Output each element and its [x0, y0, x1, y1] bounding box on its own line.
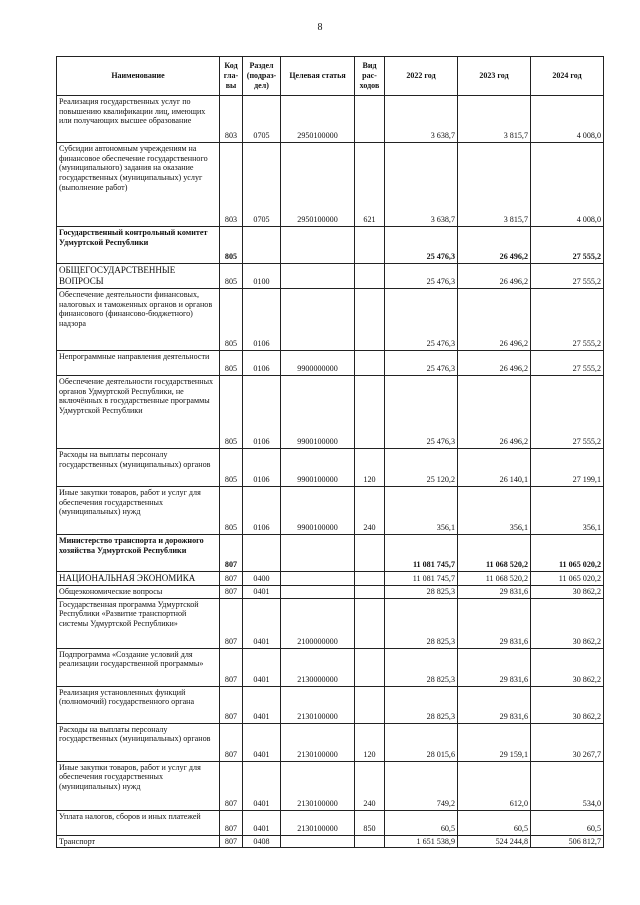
header-row	[57, 57, 604, 96]
cell-2024: 30 862,2	[531, 598, 604, 648]
cell-2024: 27 555,2	[531, 376, 604, 449]
cell-section	[243, 535, 281, 572]
header-code: Код гла-вы	[220, 57, 243, 96]
cell-code: 807	[220, 686, 243, 723]
header-kind: Вид рас-ходов	[355, 57, 385, 96]
cell-section: 0106	[243, 351, 281, 376]
cell-name: Государственная программа Удмуртской Республики «Развитие транспортной системы Удмуртской Республики»	[57, 598, 220, 648]
cell-name: Реализация государственных услуг по повышению квалификации лиц, имеющих или получающих высшее образование	[57, 96, 220, 143]
cell-2023: 26 496,2	[458, 289, 531, 351]
cell-name: Расходы на выплаты персоналу государственных (муниципальных) органов	[57, 723, 220, 761]
cell-target	[281, 835, 355, 848]
cell-section: 0705	[243, 143, 281, 227]
table-row	[57, 648, 604, 686]
header-section: Раздел (подраз-дел)	[243, 57, 281, 96]
cell-2022: 3 638,7	[385, 96, 458, 143]
table-row	[57, 585, 604, 598]
cell-code: 807	[220, 810, 243, 835]
cell-2022: 25 476,3	[385, 351, 458, 376]
cell-code: 807	[220, 598, 243, 648]
cell-target	[281, 264, 355, 289]
cell-name: Уплата налогов, сборов и иных платежей	[57, 810, 220, 835]
cell-kind	[355, 351, 385, 376]
cell-kind	[355, 289, 385, 351]
cell-code: 807	[220, 585, 243, 598]
cell-target	[281, 535, 355, 572]
table-row	[57, 686, 604, 723]
table-row	[57, 572, 604, 586]
cell-2022: 25 476,3	[385, 227, 458, 264]
cell-code: 807	[220, 835, 243, 848]
cell-kind	[355, 686, 385, 723]
cell-name: Государственный контрольный комитет Удмуртской Республики	[57, 227, 220, 264]
cell-code: 805	[220, 264, 243, 289]
cell-2024: 27 555,2	[531, 264, 604, 289]
cell-target: 9900100000	[281, 487, 355, 535]
cell-kind: 120	[355, 449, 385, 487]
cell-2023: 11 068 520,2	[458, 535, 531, 572]
cell-name: Субсидии автономным учреждениям на финансовое обеспечение государственного (муниципального) задания на оказание государственных (муниципальных) услуг (выполнение работ)	[57, 143, 220, 227]
page-number: 8	[317, 22, 323, 33]
cell-code: 805	[220, 351, 243, 376]
budget-table	[56, 56, 604, 848]
cell-code: 807	[220, 723, 243, 761]
table-row	[57, 96, 604, 143]
cell-kind: 240	[355, 761, 385, 810]
cell-2022: 28 825,3	[385, 648, 458, 686]
cell-2022: 28 825,3	[385, 598, 458, 648]
cell-2022: 25 476,3	[385, 376, 458, 449]
cell-section: 0106	[243, 449, 281, 487]
cell-target: 9900000000	[281, 351, 355, 376]
table-row	[57, 487, 604, 535]
cell-section: 0400	[243, 572, 281, 586]
cell-section: 0408	[243, 835, 281, 848]
cell-code: 805	[220, 487, 243, 535]
cell-name: Министерство транспорта и дорожного хозяйства Удмуртской Республики	[57, 535, 220, 572]
cell-target: 2130100000	[281, 686, 355, 723]
cell-target: 2950100000	[281, 143, 355, 227]
cell-2023: 29 831,6	[458, 648, 531, 686]
cell-code: 803	[220, 96, 243, 143]
cell-2023: 29 831,6	[458, 686, 531, 723]
cell-2024: 356,1	[531, 487, 604, 535]
cell-code: 807	[220, 648, 243, 686]
cell-2022: 11 081 745,7	[385, 572, 458, 586]
cell-code: 803	[220, 143, 243, 227]
cell-2024: 4 008,0	[531, 96, 604, 143]
cell-2023: 26 140,1	[458, 449, 531, 487]
header-name: Наименование	[57, 57, 220, 96]
table-row	[57, 835, 604, 848]
cell-2024: 30 862,2	[531, 686, 604, 723]
cell-name: Иные закупки товаров, работ и услуг для обеспечения государственных (муниципальных) нужд	[57, 761, 220, 810]
cell-section: 0106	[243, 376, 281, 449]
cell-kind: 621	[355, 143, 385, 227]
cell-target: 2130100000	[281, 810, 355, 835]
cell-2024: 30 862,2	[531, 585, 604, 598]
cell-2024: 60,5	[531, 810, 604, 835]
cell-target	[281, 585, 355, 598]
cell-2022: 28 825,3	[385, 686, 458, 723]
cell-section: 0401	[243, 598, 281, 648]
cell-section: 0401	[243, 723, 281, 761]
cell-name: Обеспечение деятельности государственных органов Удмуртской Республики, не включённых в государственные программы Удмуртской Республики	[57, 376, 220, 449]
cell-kind: 240	[355, 487, 385, 535]
cell-section: 0401	[243, 585, 281, 598]
cell-section: 0401	[243, 761, 281, 810]
cell-2023: 26 496,2	[458, 264, 531, 289]
cell-2024: 30 862,2	[531, 648, 604, 686]
cell-target	[281, 289, 355, 351]
cell-kind: 120	[355, 723, 385, 761]
cell-kind	[355, 227, 385, 264]
cell-code: 805	[220, 376, 243, 449]
cell-section: 0100	[243, 264, 281, 289]
table-row	[57, 289, 604, 351]
cell-2022: 356,1	[385, 487, 458, 535]
table-body	[57, 96, 604, 848]
cell-2023: 356,1	[458, 487, 531, 535]
cell-2024: 27 555,2	[531, 289, 604, 351]
table-row	[57, 535, 604, 572]
cell-target: 2130100000	[281, 723, 355, 761]
table-row	[57, 761, 604, 810]
table-row	[57, 376, 604, 449]
cell-kind	[355, 96, 385, 143]
cell-2023: 26 496,2	[458, 376, 531, 449]
cell-section: 0106	[243, 289, 281, 351]
cell-name: Транспорт	[57, 835, 220, 848]
cell-2023: 29 159,1	[458, 723, 531, 761]
cell-2023: 29 831,6	[458, 585, 531, 598]
cell-name: НАЦИОНАЛЬНАЯ ЭКОНОМИКА	[57, 572, 220, 586]
header-2022: 2022 год	[385, 57, 458, 96]
cell-name: Общеэкономические вопросы	[57, 585, 220, 598]
cell-target: 9900100000	[281, 376, 355, 449]
cell-kind	[355, 376, 385, 449]
cell-code: 807	[220, 572, 243, 586]
cell-2023: 29 831,6	[458, 598, 531, 648]
cell-name: Подпрограмма «Создание условий для реализации государственной программы»	[57, 648, 220, 686]
cell-kind	[355, 648, 385, 686]
table-row	[57, 449, 604, 487]
cell-kind	[355, 585, 385, 598]
cell-target: 2950100000	[281, 96, 355, 143]
cell-section: 0401	[243, 648, 281, 686]
cell-target: 2130000000	[281, 648, 355, 686]
header-2023: 2023 год	[458, 57, 531, 96]
cell-code: 805	[220, 289, 243, 351]
cell-kind: 850	[355, 810, 385, 835]
cell-2023: 11 068 520,2	[458, 572, 531, 586]
table-row	[57, 351, 604, 376]
cell-name: Обеспечение деятельности финансовых, налоговых и таможенных органов и органов финансового (финансово-бюджетного) надзора	[57, 289, 220, 351]
header-2024: 2024 год	[531, 57, 604, 96]
cell-2022: 3 638,7	[385, 143, 458, 227]
cell-section: 0705	[243, 96, 281, 143]
cell-2022: 1 651 538,9	[385, 835, 458, 848]
cell-2022: 28 825,3	[385, 585, 458, 598]
table-row	[57, 810, 604, 835]
cell-2023: 612,0	[458, 761, 531, 810]
cell-2023: 26 496,2	[458, 227, 531, 264]
cell-code: 805	[220, 227, 243, 264]
cell-2024: 506 812,7	[531, 835, 604, 848]
header-target: Целевая статья	[281, 57, 355, 96]
table-row	[57, 598, 604, 648]
cell-name: Реализация установленных функций (полномочий) государственного органа	[57, 686, 220, 723]
cell-2024: 27 555,2	[531, 351, 604, 376]
cell-2022: 25 476,3	[385, 264, 458, 289]
cell-2022: 28 015,6	[385, 723, 458, 761]
cell-code: 807	[220, 761, 243, 810]
cell-2024: 30 267,7	[531, 723, 604, 761]
cell-section	[243, 227, 281, 264]
cell-kind	[355, 535, 385, 572]
cell-2024: 4 008,0	[531, 143, 604, 227]
cell-section: 0401	[243, 686, 281, 723]
cell-2023: 3 815,7	[458, 96, 531, 143]
cell-2022: 60,5	[385, 810, 458, 835]
cell-section: 0106	[243, 487, 281, 535]
cell-target	[281, 572, 355, 586]
cell-2023: 60,5	[458, 810, 531, 835]
cell-2022: 25 476,3	[385, 289, 458, 351]
cell-2022: 749,2	[385, 761, 458, 810]
table-row	[57, 723, 604, 761]
cell-name: Расходы на выплаты персоналу государственных (муниципальных) органов	[57, 449, 220, 487]
cell-name: ОБЩЕГОСУДАРСТВЕННЫЕ ВОПРОСЫ	[57, 264, 220, 289]
cell-target	[281, 227, 355, 264]
table-row	[57, 227, 604, 264]
cell-2024: 27 555,2	[531, 227, 604, 264]
cell-2023: 3 815,7	[458, 143, 531, 227]
table-row	[57, 264, 604, 289]
cell-name: Непрограммные направления деятельности	[57, 351, 220, 376]
cell-code: 807	[220, 535, 243, 572]
cell-2023: 524 244,8	[458, 835, 531, 848]
cell-section: 0401	[243, 810, 281, 835]
cell-2023: 26 496,2	[458, 351, 531, 376]
cell-2024: 534,0	[531, 761, 604, 810]
cell-kind	[355, 835, 385, 848]
cell-kind	[355, 264, 385, 289]
cell-kind	[355, 598, 385, 648]
cell-2022: 11 081 745,7	[385, 535, 458, 572]
cell-code: 805	[220, 449, 243, 487]
cell-2024: 11 065 020,2	[531, 535, 604, 572]
cell-2024: 27 199,1	[531, 449, 604, 487]
cell-target: 9900100000	[281, 449, 355, 487]
cell-target: 2100000000	[281, 598, 355, 648]
table-row	[57, 143, 604, 227]
cell-kind	[355, 572, 385, 586]
cell-name: Иные закупки товаров, работ и услуг для обеспечения государственных (муниципальных) нужд	[57, 487, 220, 535]
cell-2022: 25 120,2	[385, 449, 458, 487]
cell-2024: 11 065 020,2	[531, 572, 604, 586]
cell-target: 2130100000	[281, 761, 355, 810]
